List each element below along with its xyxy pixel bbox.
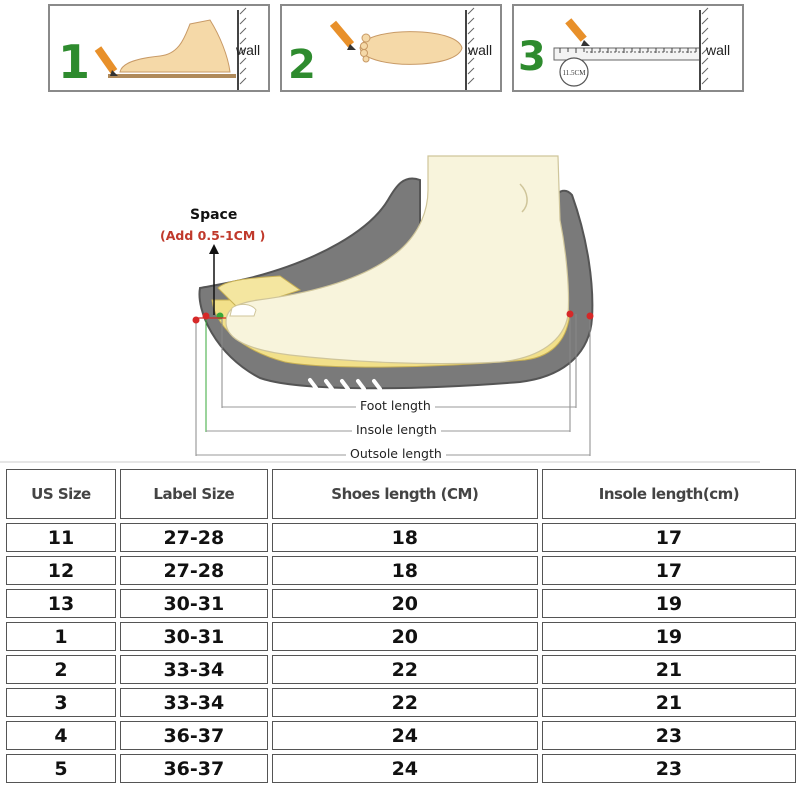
header-insole-length: Insole length(cm) [542,469,796,519]
cell-us-size: 12 [6,556,116,585]
step-3-wall-label: wall [706,42,731,58]
step-1-number: 1 [58,35,91,89]
pencil-icon [565,18,590,46]
pencil-icon [95,46,118,76]
step-1-panel [48,4,270,92]
cell-label-size: 33-34 [120,688,268,717]
insole-length-label: Insole length [352,422,441,437]
table-row [6,688,796,717]
shoe-fit-diagram [0,100,800,465]
cell-us-size: 4 [6,721,116,750]
cell-us-size: 3 [6,688,116,717]
cell-label-size: 36-37 [120,754,268,783]
cell-insole-length: 17 [542,556,796,585]
step-3-panel [512,4,744,92]
table-row [6,655,796,684]
cell-label-size: 27-28 [120,556,268,585]
cell-shoes-length: 22 [272,688,538,717]
size-chart [0,465,800,800]
step-2-panel [280,4,502,92]
cell-label-size: 36-37 [120,721,268,750]
cell-insole-length: 23 [542,721,796,750]
cell-label-size: 33-34 [120,655,268,684]
step-3-number: 3 [518,34,546,80]
cell-label-size: 27-28 [120,523,268,552]
cell-shoes-length: 22 [272,655,538,684]
table-row [6,589,796,618]
table-row [6,622,796,651]
cell-shoes-length: 24 [272,721,538,750]
table-row [6,754,796,783]
space-arrow-head [209,244,219,254]
cell-shoes-length: 18 [272,556,538,585]
cell-insole-length: 19 [542,622,796,651]
space-title: Space [190,207,238,223]
marker-dot-outsole-heel [587,313,594,320]
table-row [6,556,796,585]
cell-insole-length: 23 [542,754,796,783]
measuring-steps [0,0,800,100]
cell-label-size: 30-31 [120,622,268,651]
cell-shoes-length: 20 [272,589,538,618]
cell-us-size: 5 [6,754,116,783]
cell-insole-length: 21 [542,655,796,684]
step-2-wall-label: wall [468,42,493,58]
cell-us-size: 1 [6,622,116,651]
outsole-length-label: Outsole length [346,446,446,461]
header-label-size: Label Size [120,469,268,519]
table-row [6,523,796,552]
cell-us-size: 11 [6,523,116,552]
cell-us-size: 2 [6,655,116,684]
cell-shoes-length: 18 [272,523,538,552]
cell-insole-length: 21 [542,688,796,717]
foot-length-label: Foot length [356,398,435,413]
cell-shoes-length: 20 [272,622,538,651]
header-shoes-length: Shoes length (CM) [272,469,538,519]
size-table [2,465,800,787]
cell-us-size: 13 [6,589,116,618]
cell-label-size: 30-31 [120,589,268,618]
marker-dot-insole-heel [567,311,574,318]
header-us-size: US Size [6,469,116,519]
table-header-row [6,469,796,519]
step-3-ruler-label: 11.5CM [562,69,586,77]
step-2-number: 2 [288,42,316,88]
table-row [6,721,796,750]
step-1-wall-label: wall [236,42,261,58]
space-note: (Add 0.5-1CM ) [160,228,266,243]
cell-shoes-length: 24 [272,754,538,783]
pencil-icon [330,21,356,50]
cell-insole-length: 17 [542,523,796,552]
cell-insole-length: 19 [542,589,796,618]
